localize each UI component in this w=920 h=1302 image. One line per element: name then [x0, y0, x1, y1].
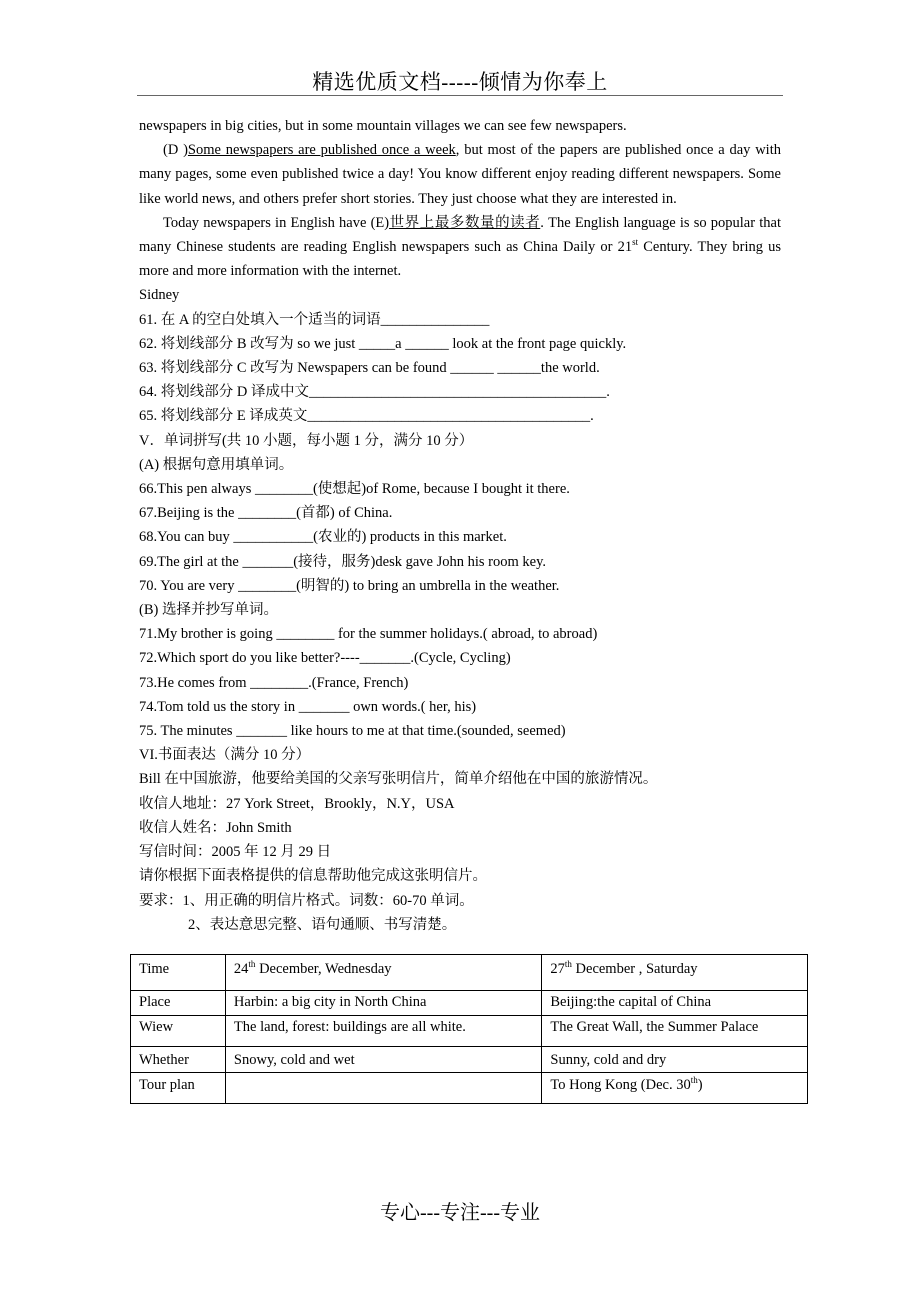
question-65: 65. 将划线部分 E 译成英文_______________________________________.: [139, 408, 594, 425]
table-cell-harbin: The land, forest: buildings are all white.: [225, 1016, 541, 1047]
section-5-title: V．单词拼写(共 10 小题，每小题 1 分，满分 10 分）: [139, 432, 474, 449]
page-header-title: 精选优质文档-----倾情为你奉上: [312, 70, 608, 94]
paragraph-e-text-middle: . The English language is so popular that many Chinese students are reading English newspapers such as China Daily or 21: [139, 214, 782, 256]
plan-text-end: ): [697, 1077, 703, 1093]
plan-text: To Hong Kong (Dec. 30: [550, 1077, 691, 1093]
question-66: 66.This pen always ________(使想起)of Rome, because I bought it there.: [139, 481, 570, 498]
travel-info-table: [130, 954, 808, 1104]
signature: Sidney: [139, 287, 180, 304]
section-6-instruction: 请你根据下面表格提供的信息帮助他完成这张明信片。: [139, 868, 487, 885]
recipient-address: 收信人地址：27 York Street，Brookly，N.Y，USA: [139, 795, 455, 812]
table-row-tour-plan: [131, 1073, 808, 1104]
date-suffix: th: [690, 1075, 698, 1086]
table-cell-harbin: [225, 955, 541, 991]
date-rest: December , Saturday: [571, 961, 698, 977]
paragraph-e: [139, 211, 781, 284]
table-cell-beijing: Beijing:the capital of China: [542, 991, 808, 1016]
question-73: 73.He comes from ________.(France, French): [139, 674, 409, 691]
section-6-title: VI.书面表达（满分 10 分）: [139, 747, 311, 764]
question-74: 74.Tom told us the story in _______ own words.( her, his): [139, 698, 477, 715]
section-5-part-b: (B) 选择并抄写单词。: [139, 602, 278, 619]
document-body: [139, 114, 781, 937]
table-cell-beijing: [542, 1073, 808, 1104]
section-5-part-a: (A) 根据句意用填单词。: [139, 456, 294, 473]
question-72: 72.Which sport do you like better?----_______.(Cycle, Cycling): [139, 650, 511, 667]
requirement-1: 要求：1、用正确的明信片格式。词数：60-70 单词。: [139, 892, 474, 909]
table-cell-label: Place: [131, 991, 226, 1016]
table-row-time: [131, 955, 808, 991]
table-row-view: [131, 1016, 808, 1047]
date-rest: December, Wednesday: [255, 961, 392, 977]
question-70: 70. You are very ________(明智的) to bring an umbrella in the weather.: [139, 577, 560, 594]
page-footer: 专心---专注---专业: [380, 1202, 540, 1224]
table-cell-label: Time: [131, 955, 226, 991]
paragraph-e-superscript: st: [632, 237, 639, 248]
header-divider: [137, 95, 783, 96]
question-63: 63. 将划线部分 C 改写为 Newspapers can be found ______ ______the world.: [139, 360, 600, 377]
question-64: 64. 将划线部分 D 译成中文_________________________________________.: [139, 384, 610, 401]
paragraph-d-label: (D ): [163, 142, 188, 159]
table-cell-beijing: Sunny, cold and dry: [542, 1047, 808, 1073]
requirement-2: 2、表达意思完整、语句通顺、书写清楚。: [188, 916, 457, 933]
letter-date: 写信时间：2005 年 12 月 29 日: [139, 844, 332, 861]
table-cell-beijing: The Great Wall, the Summer Palace: [542, 1016, 808, 1047]
date-suffix: th: [564, 959, 572, 970]
table-cell-beijing: [542, 955, 808, 991]
table-cell-label: Wiew: [131, 1016, 226, 1047]
passage-line: newspapers in big cities, but in some mountain villages we can see few newspapers.: [139, 118, 627, 134]
paragraph-e-text-end: Century. They bring us more and more information with the internet.: [139, 239, 781, 280]
table-row-place: [131, 991, 808, 1016]
table-cell-label: Tour plan: [131, 1073, 226, 1104]
recipient-name: 收信人姓名：John Smith: [139, 819, 292, 836]
question-71: 71.My brother is going ________ for the summer holidays.( abroad, to abroad): [139, 626, 598, 643]
table-cell-label: Whether: [131, 1047, 226, 1073]
table-row-weather: [131, 1047, 808, 1073]
question-75: 75. The minutes _______ like hours to me at that time.(sounded, seemed): [139, 723, 566, 740]
underlined-part-e: 世界上最多数量的读者: [389, 214, 541, 231]
date-number: 24: [233, 961, 249, 977]
question-67: 67.Beijing is the ________(首都) of China.: [139, 505, 393, 522]
table-cell-harbin: Harbin: a big city in North China: [225, 991, 541, 1016]
date-suffix: th: [248, 959, 256, 970]
date-number: 27: [550, 961, 565, 977]
paragraph-d: [139, 138, 781, 211]
paragraph-e-text-start: Today newspapers in English have (E): [163, 214, 390, 231]
question-69: 69.The girl at the _______(接待，服务)desk gave John his room key.: [139, 553, 547, 570]
table-cell-harbin: [225, 1073, 541, 1104]
question-61: 61. 在 A 的空白处填入一个适当的词语_______________: [139, 311, 490, 328]
question-68: 68.You can buy ___________(农业的) products in this market.: [139, 529, 507, 546]
underlined-part-d: Some newspapers are published once a week: [187, 142, 456, 159]
section-6-intro: Bill 在中国旅游，他要给美国的父亲写张明信片，简单介绍他在中国的旅游情况。: [139, 771, 658, 788]
question-62: 62. 将划线部分 B 改写为 so we just _____a ______ look at the front page quickly.: [139, 335, 627, 352]
paragraph-d-text: , but most of the papers are published once a day with many pages, some even published twice a day! You know different enjoy reading different newspapers. Some like world news, and others prefer short stories. They just choose what they are interested in.: [139, 142, 781, 207]
table-cell-harbin: Snowy, cold and wet: [225, 1047, 541, 1073]
